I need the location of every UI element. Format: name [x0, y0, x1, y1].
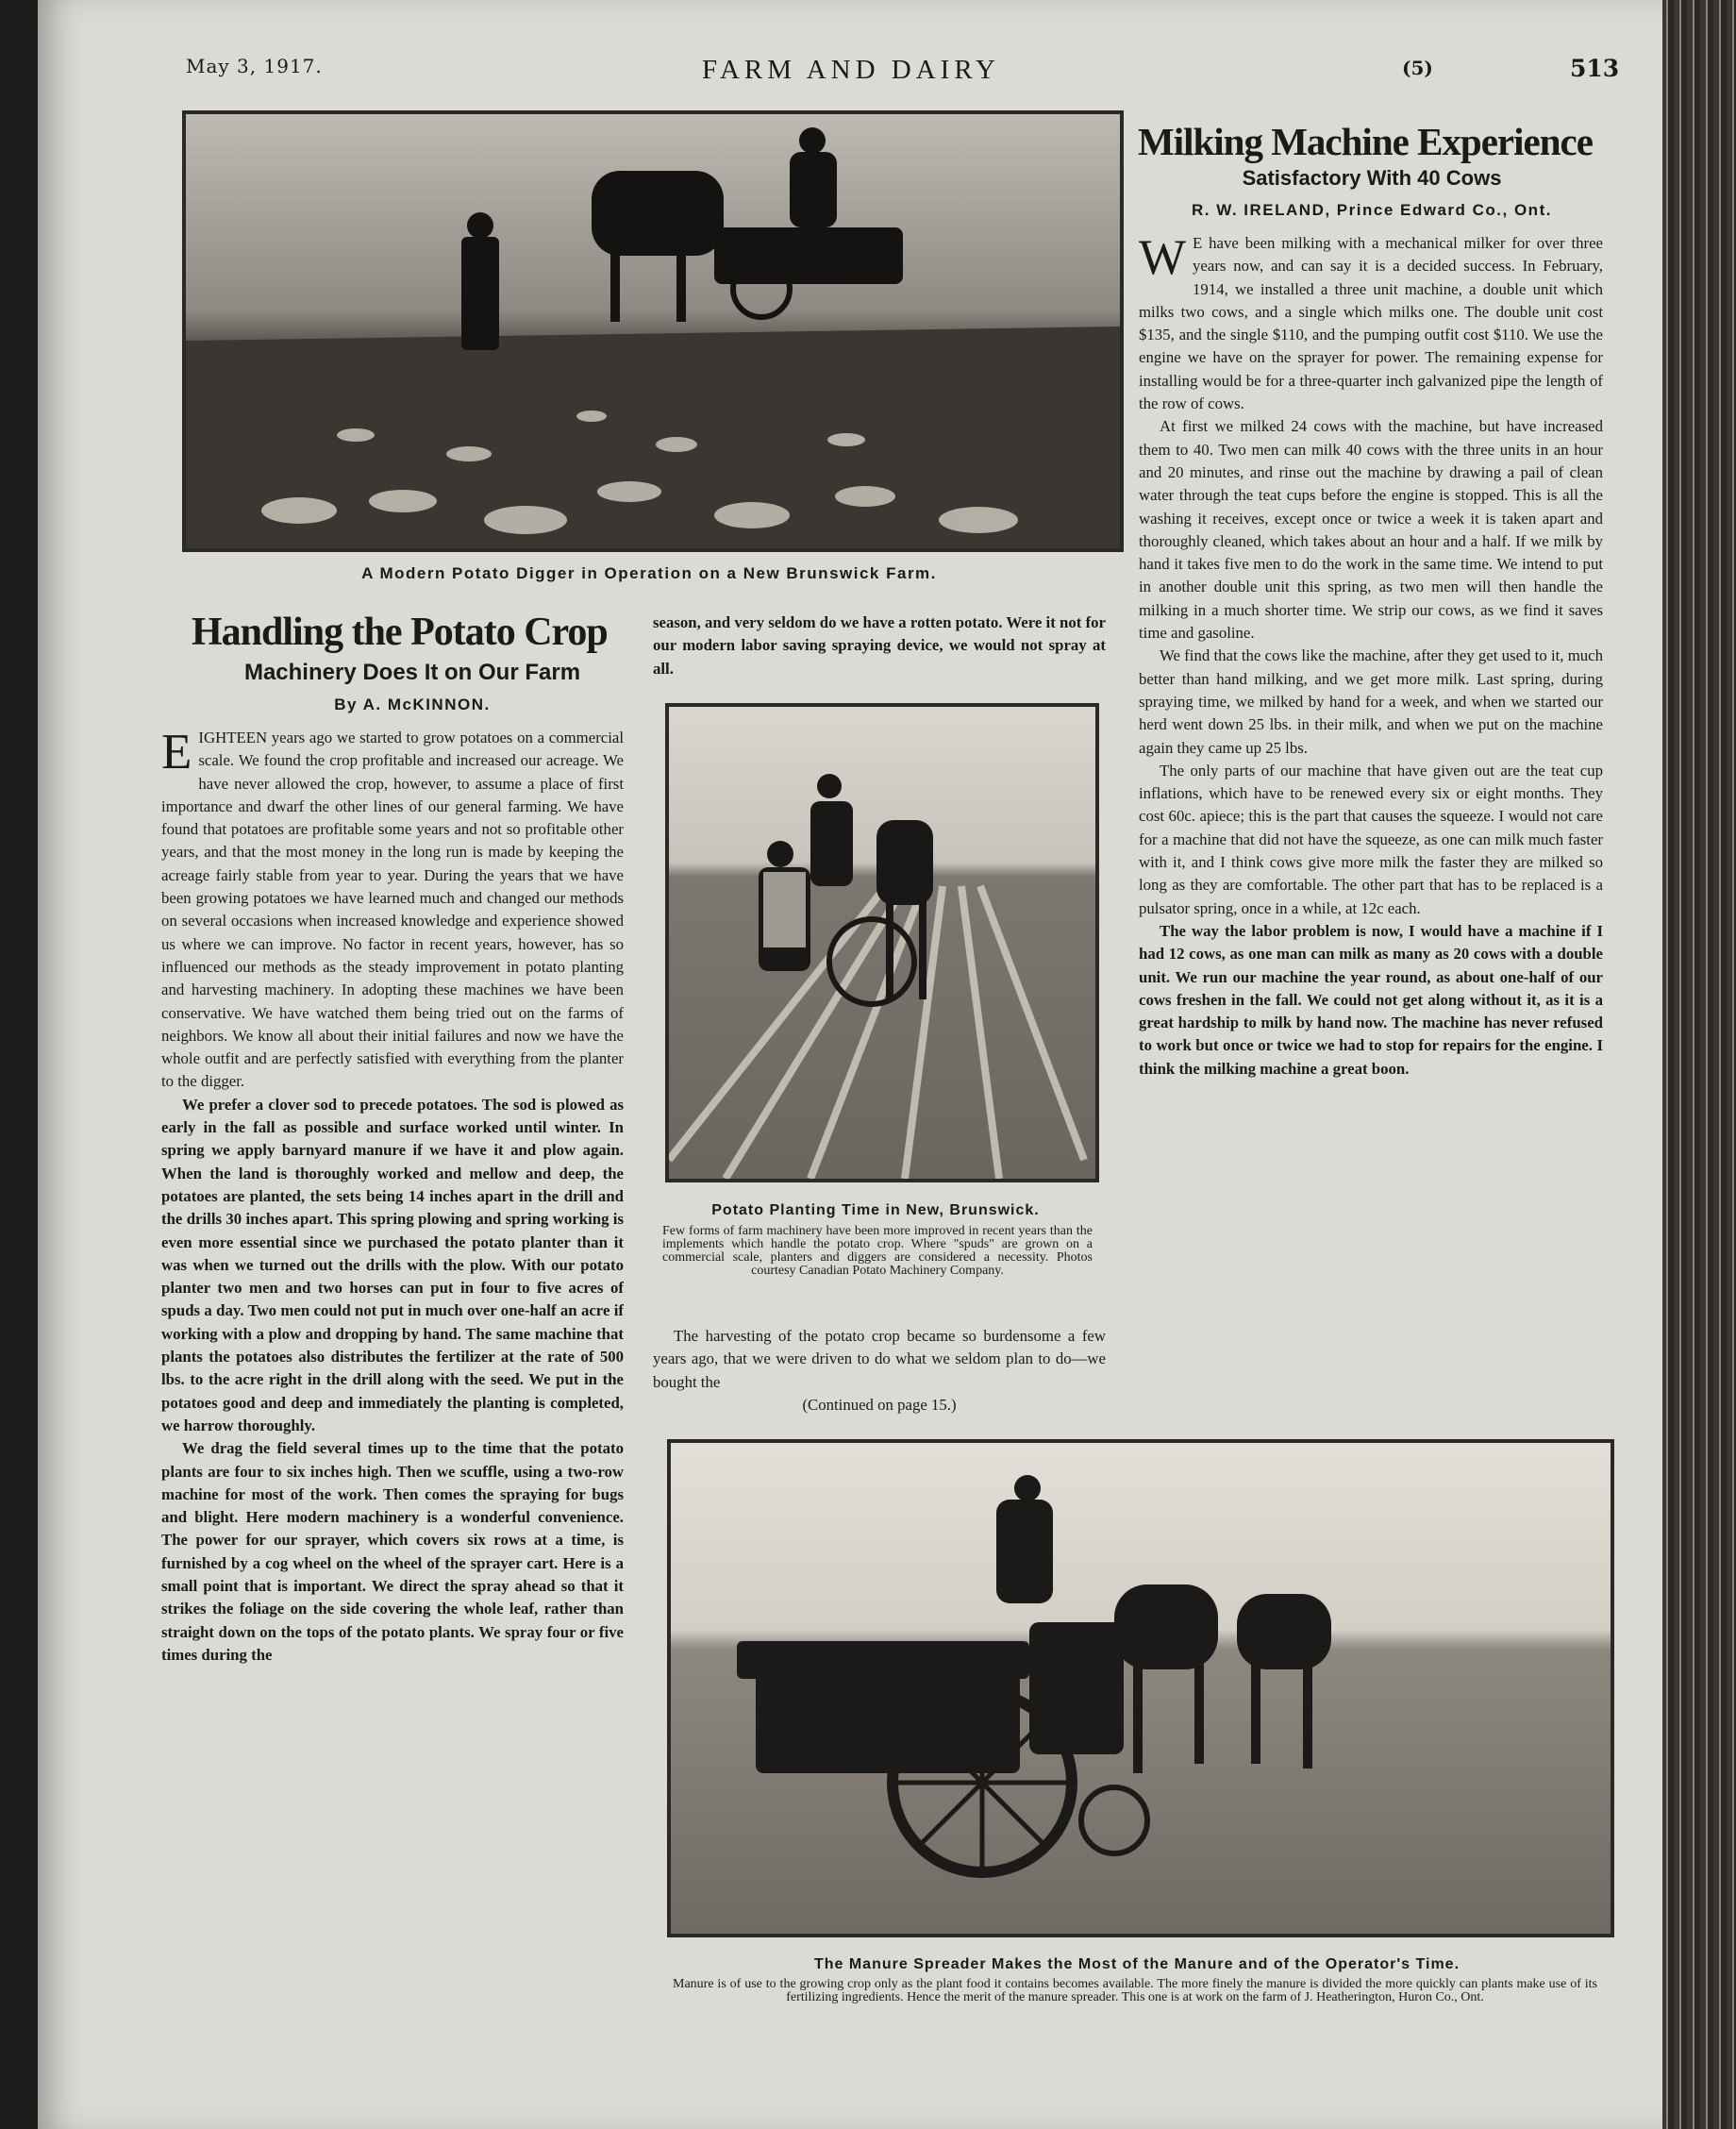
potato-article-title: Handling the Potato Crop — [192, 611, 608, 654]
potato-article-subtitle: Machinery Does It on Our Farm — [243, 660, 581, 685]
milking-paragraph-3: We find that the cows like the machine, after they get used to it, much better than hand milking, and we get more milk. Last spring, during spraying time, we milked by hand for a week, and when we started our herd went down 25 lbs. in their milk, and when we put on the machine again they came up 25 lbs. — [1139, 646, 1603, 757]
newspaper-page — [38, 0, 1662, 2129]
potato-article-column-2 — [653, 612, 1106, 680]
continued-note: (Continued on page 15.) — [802, 1395, 957, 1414]
potato-article-column-2b — [653, 1325, 1106, 1417]
middle-photo-description: Few forms of farm machinery have been more improved in recent years than the implements which handle the potato crop. Where "spuds" are grown on a commercial scale, planters and diggers are considered a necessity. Photos courtesy Canadian Potato Machinery Company. — [662, 1224, 1093, 1278]
milking-dropcap: W — [1139, 230, 1187, 285]
potato-planting-photo — [665, 703, 1099, 1182]
issue-date: May 3, 1917. — [186, 55, 323, 77]
potato-paragraph-3: We drag the field several times up to the time that the potato plants are four to six inches high. Then we scuffle, using a two-row machine for most of the work. Then comes the spraying for bugs and blight. Here modern machinery is a wonderful convenience. The power for our sprayer, which covers six rows at a time, is furnished by a cog wheel on the wheel of the sprayer cart. Here is a small point that is important. We direct the spray ahead so that it strikes the foliage on the side covering the whole leaf, rather than straight down on the tops of the potato plants. We spray four or five times during the — [161, 1439, 624, 1664]
potato-paragraph-1: IGHTEEN years ago we started to grow potatoes on a commercial scale. We found the crop profitable and increased our acreage. We have never allowed the crop, however, to assume a place of first importance and dwarf the other lines of our general farming. We have found that potatoes are profitable some years and not so profitable other years, and that the most money in the long run is made by keeping the acreage fairly stable from year to year. During the years that we have been growing potatoes we have learned much and changed our methods on several occasions when increased knowledge and experience showed us where we can improve. No factor in recent years, however, has so influenced our methods as the steady improvement in potato planting and harvesting machinery. In adopting these machines we have been conservative. We have watched them being tried out on the farms of neighbors. We know all about their initial failures and now we have the whole outfit and are perfectly satisfied with everything from the planter to the digger. — [161, 729, 624, 1091]
milking-paragraph-4: The only parts of our machine that have given out are the teat cup inflations, which have to be renewed every six or eight months. They cost 60c. apiece; this is the part that causes the squeeze. I would not care for a machine that did not have the squeeze, as one can milk much faster with it, and I think cows give more milk the faster they are milked so long as they are comfortable. The other part that has to be replaced is a pulsator spring, once in a while, at 12c each. — [1139, 761, 1603, 917]
potato-paragraph-2: We prefer a clover sod to precede potatoes. The sod is plowed as early in the fall as possible and surface worked until winter. In spring we apply barnyard manure if we have it and plow again. When the land is thoroughly worked and mellow and deep, the potatoes are planted, the sets being 14 inches apart in the drill and the drills 30 inches apart. This spring plowing and spring working is even more essential since we purchased the potato planter than it was when we turned out the drills with the plow. With our potato planter two men and two horses can put in four to five acres of spuds a day. Two men could not put in much over one-half an acre if working with a plow and dropping by hand. The same machine that plants the potatoes also distributes the fertilizer at the rate of 500 lbs. to the acre right in the drill along with the seed. We put in the potatoes good and deep and immediately the planting is completed, we harrow thoroughly. — [161, 1095, 624, 1434]
page-number: 513 — [1570, 55, 1620, 82]
potato-article-byline: By A. McKINNON. — [334, 696, 491, 713]
top-photo-caption: A Modern Potato Digger in Operation on a New Brunswick Farm. — [361, 564, 937, 582]
potato-paragraph-5: The harvesting of the potato crop became so burdensome a few years ago, that we were driven to do what we seldom plan to do—we bought the — [653, 1327, 1106, 1391]
milking-paragraph-5: The way the labor problem is now, I would have a machine if I had 12 cows, as one man can milk as many as 20 cows with a double unit. We run our machine the year round, as about one-half of our cows freshen in the fall. We could not get along without it, as it is a great hardship to milk by hand now. The machine has never refused to work but once or twice we had to stop for repairs for the engine. I think the milking machine a great boon. — [1139, 921, 1603, 1078]
potato-digger-photo — [182, 110, 1124, 552]
milking-article-title: Milking Machine Experience — [1138, 120, 1593, 163]
milking-paragraph-2: At first we milked 24 cows with the machine, but have increased them to 40. Two men can milk 40 cows with the three units in an hour and 20 minutes, and rinse out the machine by drawing a pail of clean water through the teat cups before the engine is stopped. This is all the washing it receives, except once or twice a week it is taken apart and thoroughly cleaned, which takes about an hour and a half. If we milk by hand it takes five men to do the work in the same time. We intend to put in another double unit this spring, as two men will then handle the milking in a much shorter time. We strip our cows, as we find it saves time and gasoline. — [1139, 417, 1603, 643]
milking-article-byline: R. W. IRELAND, Prince Edward Co., Ont. — [1192, 201, 1552, 219]
bottom-photo-description: Manure is of use to the growing crop only as the plant food it contains becomes available. The more finely the manure is divided the more quickly can plants make use of its fertilizing ingredients. Hence the merit of the manure spreader. This one is at work on the farm of J. Heatherington, Huron Co., Ont. — [673, 1977, 1597, 2004]
book-binding — [1661, 0, 1736, 2129]
bottom-photo-caption: The Manure Spreader Makes the Most of the Manure and of the Operator's Time. — [813, 1956, 1461, 1972]
section-number: (5) — [1402, 57, 1433, 79]
middle-photo-caption: Potato Planting Time in New, Brunswick. — [711, 1202, 1040, 1218]
milking-article-subtitle: Satisfactory With 40 Cows — [1242, 166, 1502, 190]
publication-title: FARM AND DAIRY — [702, 55, 1001, 85]
potato-paragraph-4: season, and very seldom do we have a rotten potato. Were it not for our modern labor saving spraying device, we would not spray at all. — [653, 613, 1106, 678]
potato-article-column-1 — [161, 727, 624, 1667]
milking-article-column — [1139, 232, 1603, 1081]
manure-spreader-photo — [667, 1439, 1614, 1937]
potato-dropcap: E — [161, 725, 192, 780]
milking-paragraph-1: E have been milking with a mechanical milker for over three years now, and can say it is a decided success. In February, 1914, we installed a three unit machine, a double unit which milks two cows, and a single which milks one. The double unit cost $135, and the single $110, and the pumping outfit cost $110. We use the engine we have on the sprayer for power. The remaining expense for installing would be for a three-quarter inch galvanized pipe the length of the row of cows. — [1139, 234, 1603, 413]
